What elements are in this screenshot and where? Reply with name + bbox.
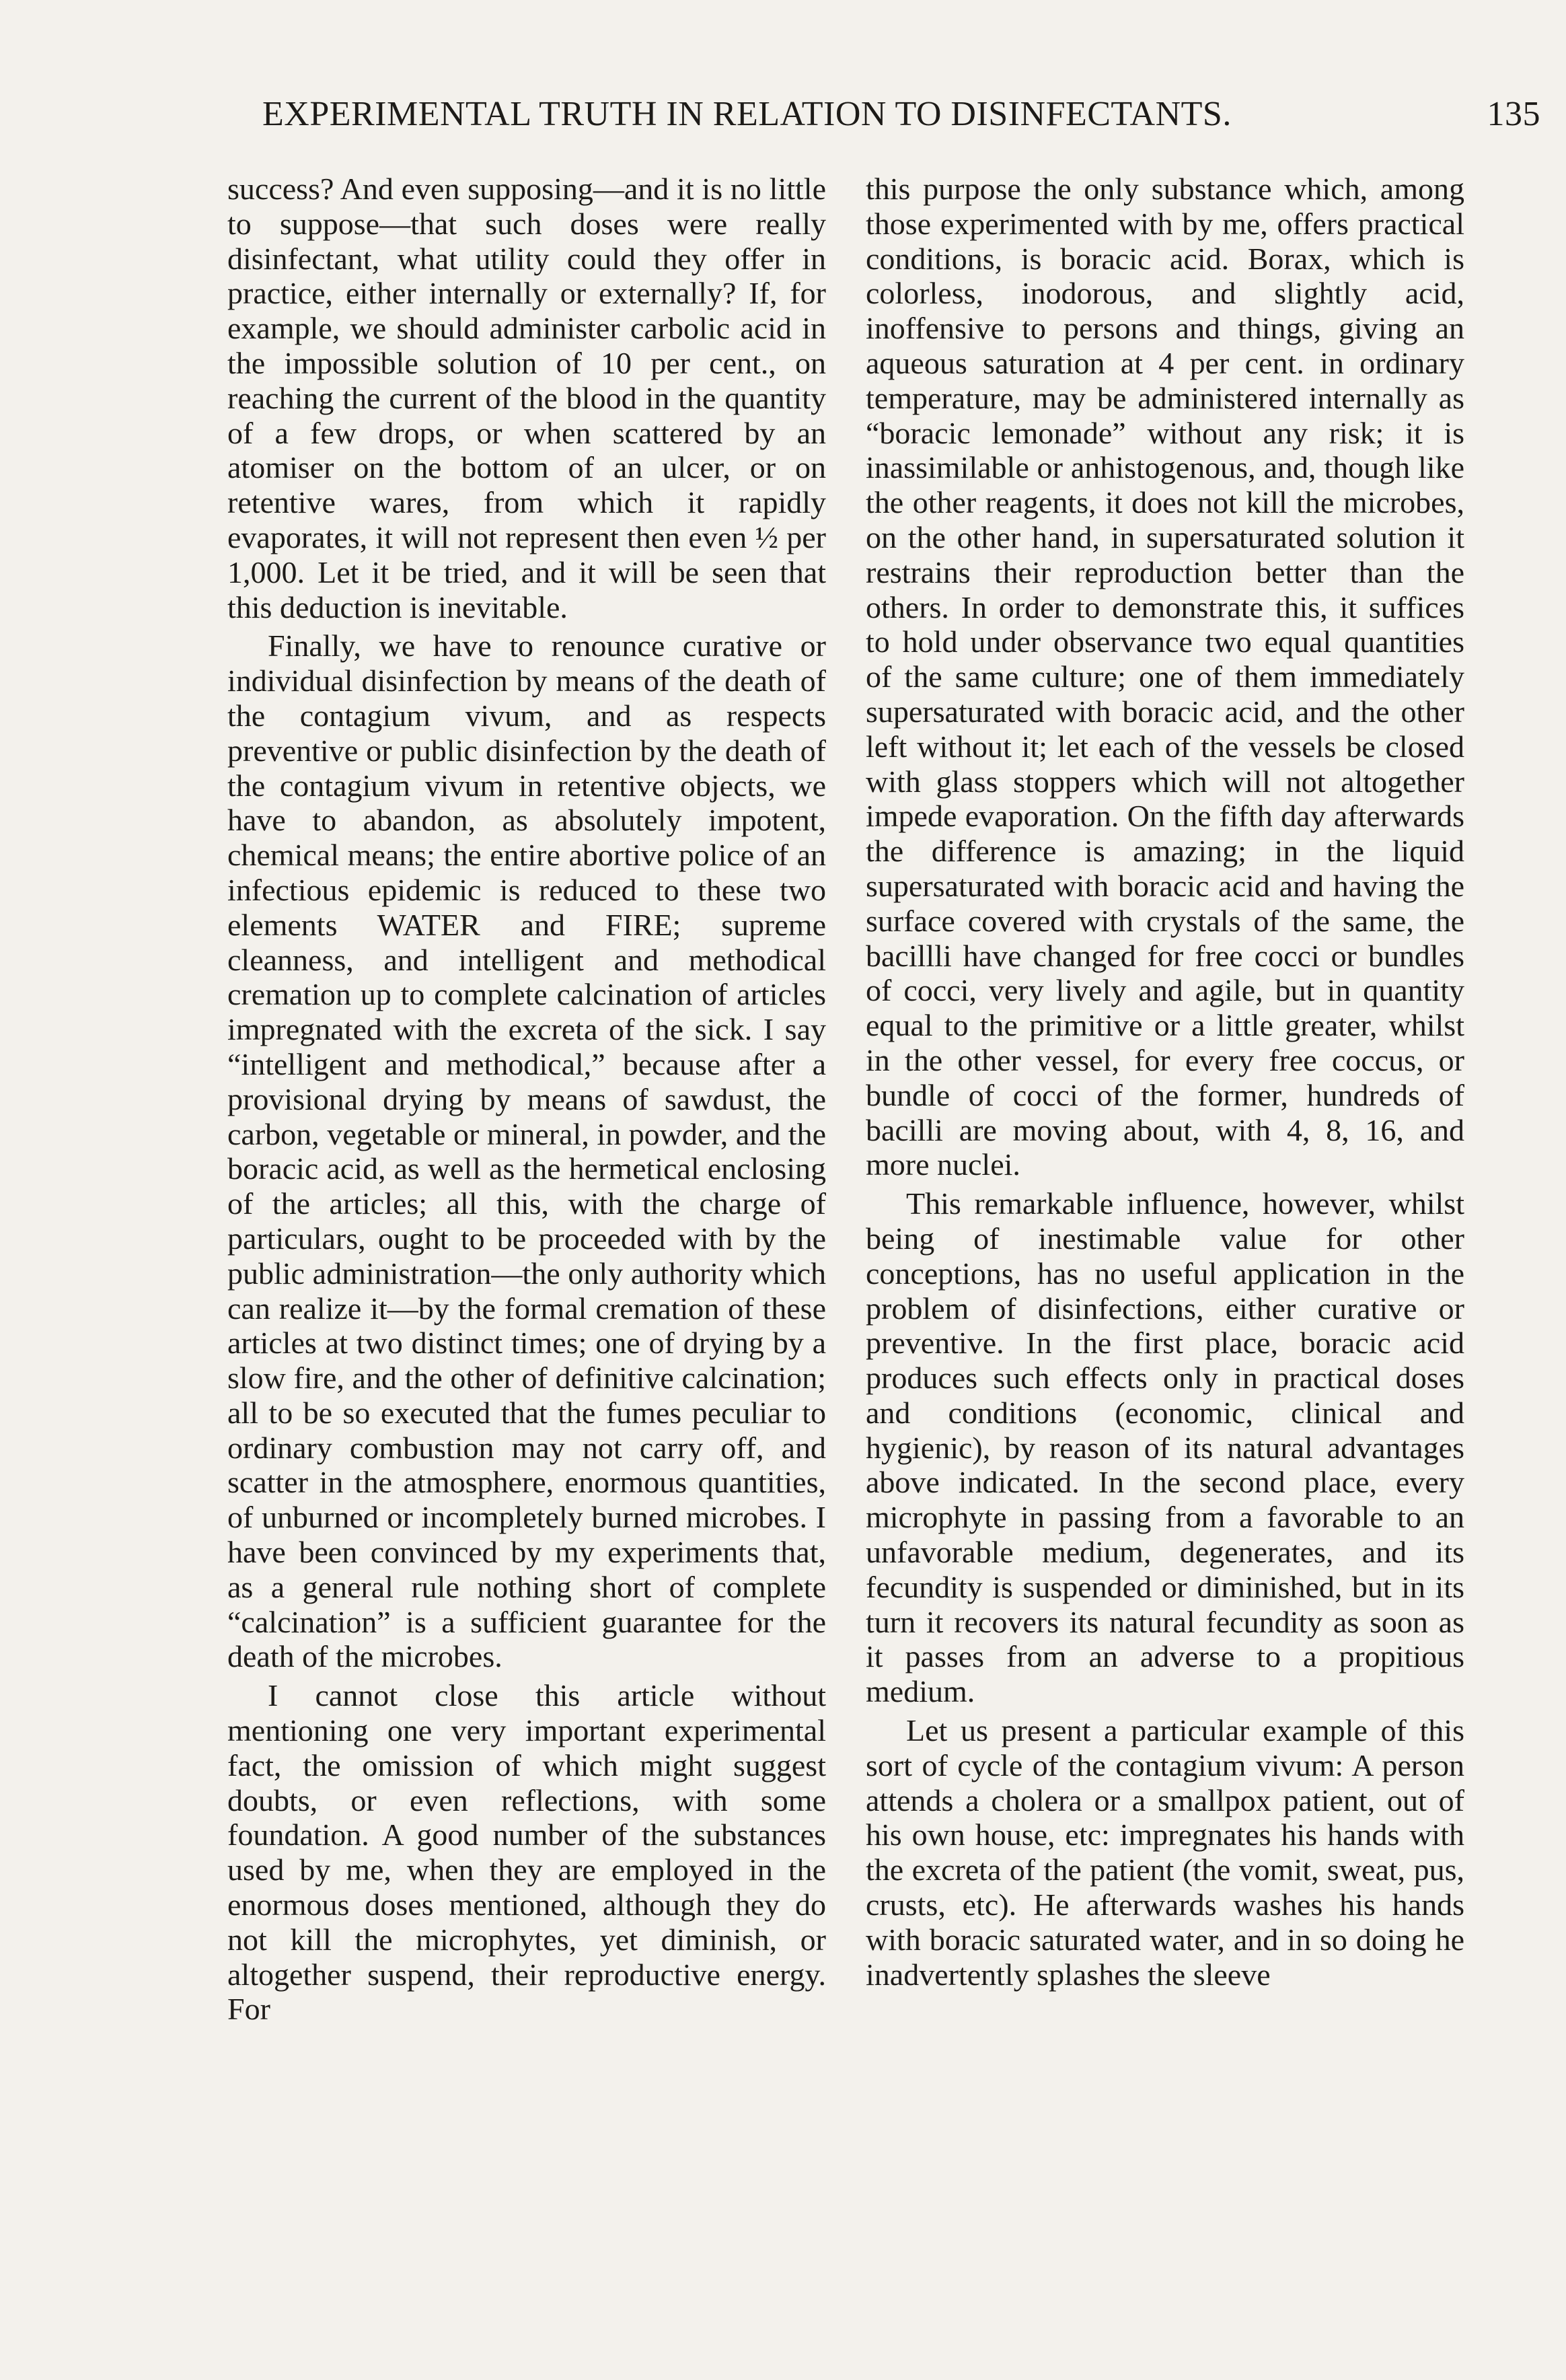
left-paragraph-2: Finally, we have to renounce curative or individual disinfection by means of the death of the contagium vivum, and as respects preventive or public disinfection by the death of the contagium vivum in retentive objects, we have to abandon, as absolutely impotent, chemical means; the entire abortive police of an infectious epidemic is reduced to these two elements WATER and FIRE; supreme cleanness, and intelligent and methodical cremation up to complete calcination of articles impregnated with the excreta of the sick. I say “intelligent and methodical,” because after a provisional drying by means of sawdust, the carbon, vegetable or mineral, in powder, and the boracic acid, as well as the hermetical enclosing of the articles; all this, with the charge of particulars, ought to be proceeded with by the public administration—the only authority which can realize it—by the formal cremation of these articles at two distinct times; one of drying by a slow fire, and the other of definitive calcination; all to be so executed that the fumes peculiar to ordinary combustion may not carry off, and scatter in the atmosphere, enormous quantities, of unburned or incompletely burned microbes. I have been convinced by my experiments that, as a general rule nothing short of complete “calcination” is a sufficient guarantee for the death of the microbes. bbox=[227, 628, 826, 1674]
right-paragraph-3: Let us present a particular example of this sort of cycle of the contagium vivum: A person attends a cholera or a smallpox patient, out of his own house, etc: impregnates his hands with the excreta of the patient (the vomit, sweat, pus, crusts, etc). He afterwards washes his hands with boracic saturated water, and in so doing he inadvertently splashes the sleeve bbox=[866, 1713, 1464, 1992]
left-paragraph-1: success? And even supposing—and it is no little to suppose—that such doses were really disinfectant, what utility could they offer in practice, either internally or externally? If, for example, we should administer carbolic acid in the impossible solution of 10 per cent., on reaching the current of the blood in the quantity of a few drops, or when scattered by an atomiser on the bottom of an ulcer, or on retentive wares, from which it rapidly evaporates, it will not represent then even ½ per 1,000. Let it be tried, and it will be seen that this deduction is inevitable. bbox=[227, 172, 826, 624]
right-column bbox=[866, 172, 1464, 1992]
page-number: 135 bbox=[1487, 95, 1540, 133]
right-paragraph-1: this purpose the only substance which, among those experimented with by me, offers practical conditions, is boracic acid. Borax, which is colorless, inodorous, and slightly acid, inoffensive to persons and things, giving an aqueous saturation at 4 per cent. in ordinary temperature, may be administered internally as “boracic lemonade” without any risk; it is inassimilable or anhistogenous, and, though like the other reagents, it does not kill the microbes, on the other hand, in supersaturated solution it restrains their reproduction better than the others. In order to demonstrate this, it suffices to hold under observance two equal quantities of the same culture; one of them immediately supersaturated with boracic acid, and the other left without it; let each of the vessels be closed with glass stoppers which will not altogether impede evaporation. On the fifth day afterwards the difference is amazing; in the liquid supersaturated with boracic acid and having the surface covered with crystals of the same, the bacillli have changed for free cocci or bundles of cocci, very lively and agile, but in quantity equal to the primitive or a little greater, whilst in the other vessel, for every free coccus, or bundle of cocci of the former, hundreds of bacilli are moving about, with 4, 8, 16, and more nuclei. bbox=[866, 172, 1464, 1182]
left-column bbox=[227, 172, 826, 2027]
running-header bbox=[262, 94, 1540, 141]
running-title: EXPERIMENTAL TRUTH IN RELATION TO DISINFECTANTS. bbox=[262, 95, 1232, 133]
right-paragraph-2: This remarkable influence, however, whilst being of inestimable value for other conceptions, has no useful application in the problem of disinfections, either curative or preventive. In the first place, boracic acid produces such effects only in practical doses and conditions (economic, clinical and hygienic), by reason of its natural advantages above indicated. In the second place, every microphyte in passing from a favorable to an unfavorable medium, degenerates, and its fecundity is suspended or diminished, but in its turn it recovers its natural fecundity as soon as it passes from an adverse to a propitious medium. bbox=[866, 1186, 1464, 1709]
left-paragraph-3: I cannot close this article without mentioning one very important experimental fact, the omission of which might suggest doubts, or even reflections, with some foundation. A good number of the substances used by me, when they are employed in the enormous doses mentioned, although they do not kill the microphytes, yet diminish, or altogether suspend, their reproductive energy. For bbox=[227, 1678, 826, 2027]
